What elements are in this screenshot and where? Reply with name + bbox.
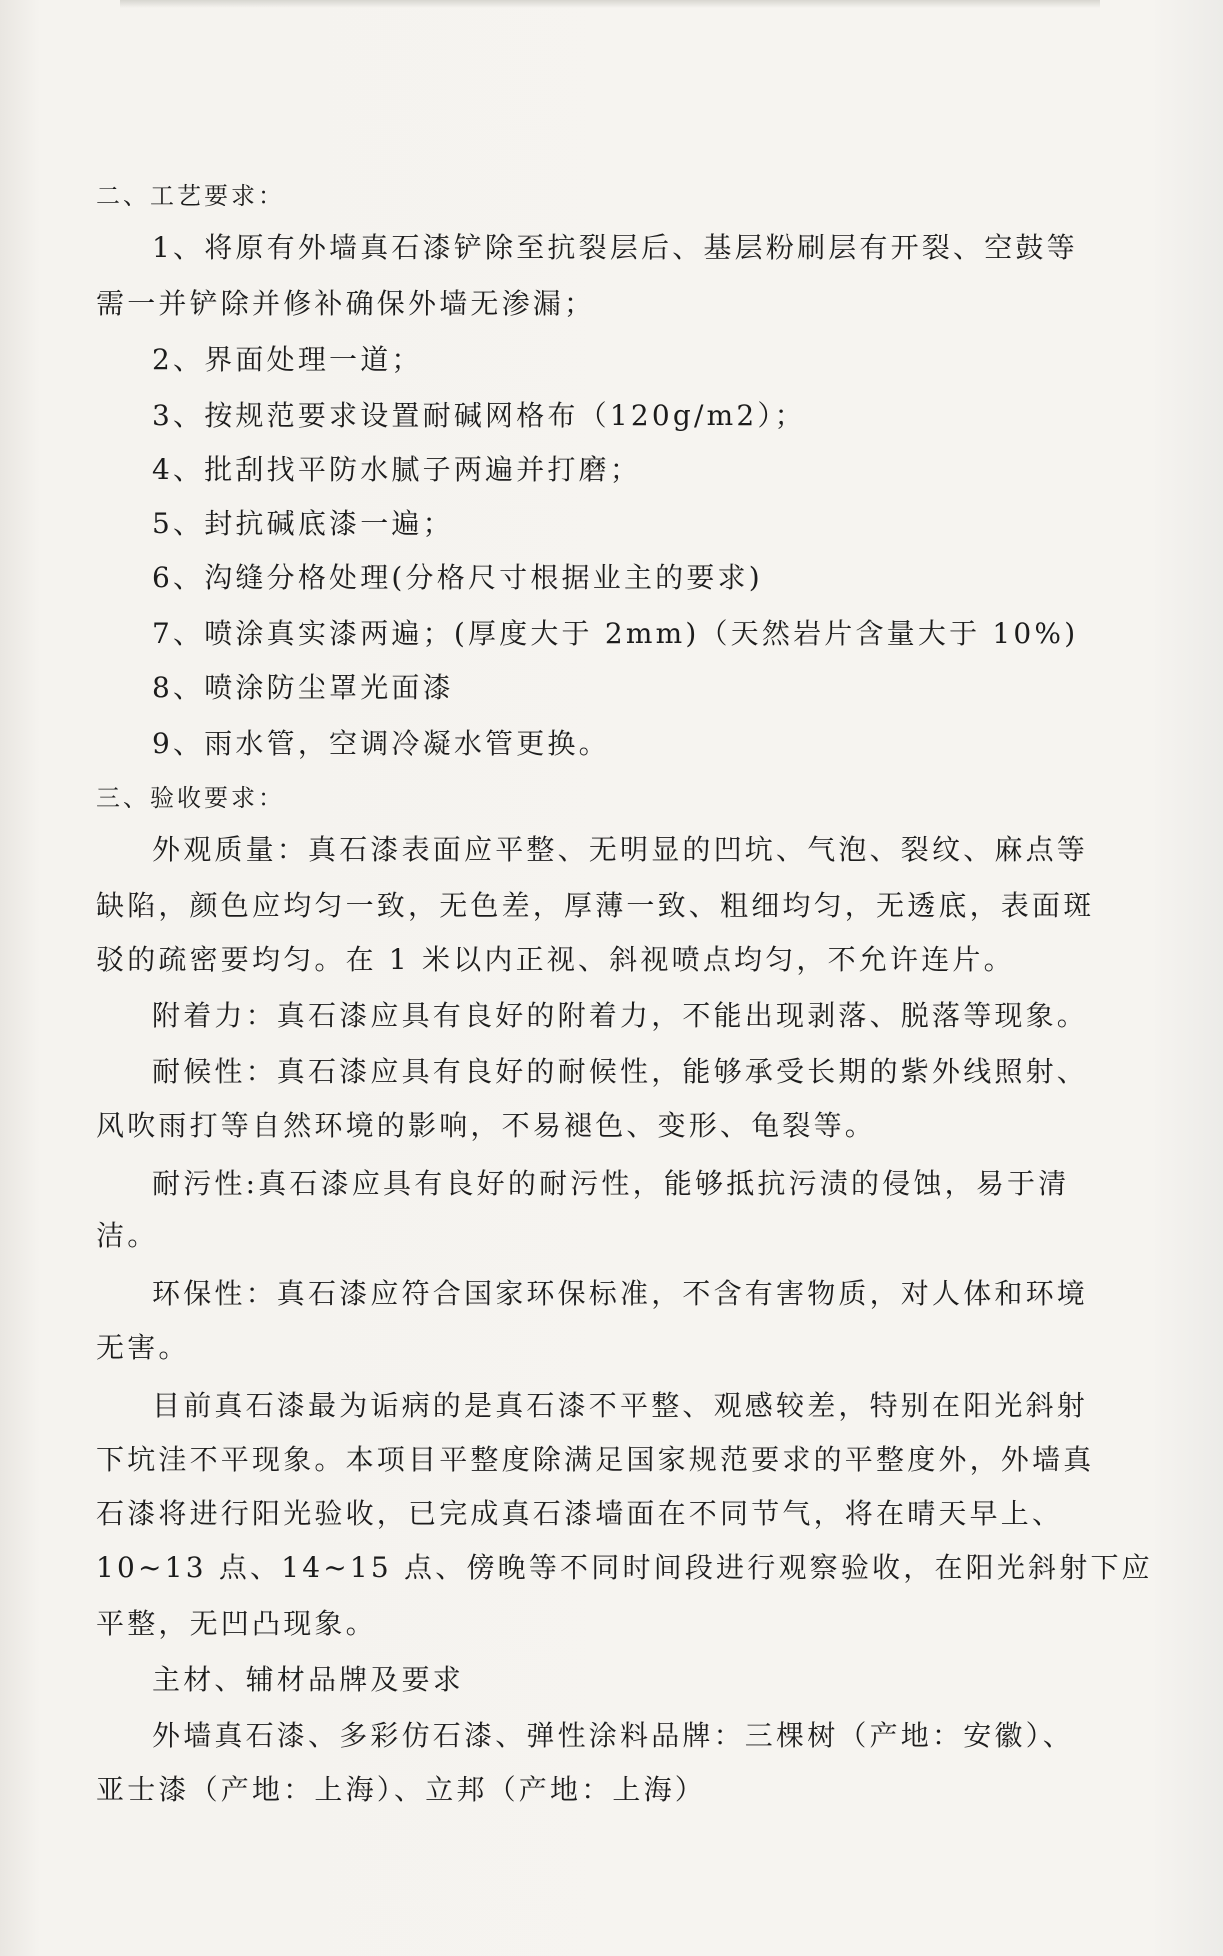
process-item-1-line-1: 1、将原有外墙真石漆铲除至抗裂层后、基层粉刷层有开裂、空鼓等 <box>152 231 1078 264</box>
sunlight-note-line-5: 平整，无凹凸现象。 <box>96 1607 377 1640</box>
process-item-9: 9、雨水管，空调冷凝水管更换。 <box>152 727 610 760</box>
sunlight-note-line-4: 10~13 点、14~15 点、傍晚等不同时间段进行观察验收，在阳光斜射下应 <box>96 1551 1153 1584</box>
stain-resistance-line-2: 洁。 <box>96 1219 159 1252</box>
process-item-3: 3、按规范要求设置耐碱网格布（120g/m2）； <box>152 399 806 432</box>
process-item-2: 2、界面处理一道； <box>152 343 423 376</box>
weather-resistance-line-1: 耐候性：真石漆应具有良好的耐候性，能够承受长期的紫外线照射、 <box>152 1055 1089 1088</box>
process-item-5: 5、封抗碱底漆一遍； <box>152 507 454 540</box>
brands-line-2: 亚士漆（产地：上海）、立邦（产地：上海） <box>96 1773 707 1806</box>
weather-resistance-line-2: 风吹雨打等自然环境的影响，不易褪色、变形、龟裂等。 <box>96 1109 877 1142</box>
process-item-7: 7、喷涂真实漆两遍；(厚度大于 2mm)（天然岩片含量大于 10%) <box>152 617 1079 650</box>
process-item-8: 8、喷涂防尘罩光面漆 <box>152 671 454 704</box>
process-item-4: 4、批刮找平防水腻子两遍并打磨； <box>152 453 642 486</box>
brands-line-1: 外墙真石漆、多彩仿石漆、弹性涂料品牌：三棵树（产地：安徽）、 <box>152 1719 1075 1752</box>
appearance-line-1: 外观质量：真石漆表面应平整、无明显的凹坑、气泡、裂纹、麻点等 <box>152 833 1089 866</box>
section-heading-acceptance: 三、验收要求： <box>96 784 285 812</box>
stain-resistance-line-1: 耐污性:真石漆应具有良好的耐污性，能够抵抗污渍的侵蚀，易于清 <box>152 1167 1070 1200</box>
process-item-1-line-2: 需一并铲除并修补确保外墙无渗漏； <box>96 287 596 320</box>
materials-heading: 主材、辅材品牌及要求 <box>152 1663 465 1696</box>
appearance-line-2: 缺陷，颜色应均匀一致，无色差，厚薄一致、粗细均匀，无透底，表面斑 <box>96 889 1095 922</box>
scan-edge-shadow <box>120 0 1100 8</box>
process-item-6: 6、沟缝分格处理(分格尺寸根据业主的要求) <box>152 561 763 594</box>
appearance-line-3: 驳的疏密要均匀。在 1 米以内正视、斜视喷点均匀，不允许连片。 <box>96 943 1015 976</box>
adhesion-line: 附着力：真石漆应具有良好的附着力，不能出现剥落、脱落等现象。 <box>152 999 1089 1032</box>
section-heading-process: 二、工艺要求： <box>96 182 285 210</box>
eco-line-1: 环保性：真石漆应符合国家环保标准，不含有害物质，对人体和环境 <box>152 1277 1089 1310</box>
sunlight-note-line-1: 目前真石漆最为诟病的是真石漆不平整、观感较差，特别在阳光斜射 <box>152 1389 1089 1422</box>
sunlight-note-line-2: 下坑洼不平现象。本项目平整度除满足国家规范要求的平整度外，外墙真 <box>96 1443 1095 1476</box>
eco-line-2: 无害。 <box>96 1331 190 1364</box>
sunlight-note-line-3: 石漆将进行阳光验收，已完成真石漆墙面在不同节气，将在晴天早上、 <box>96 1497 1064 1530</box>
